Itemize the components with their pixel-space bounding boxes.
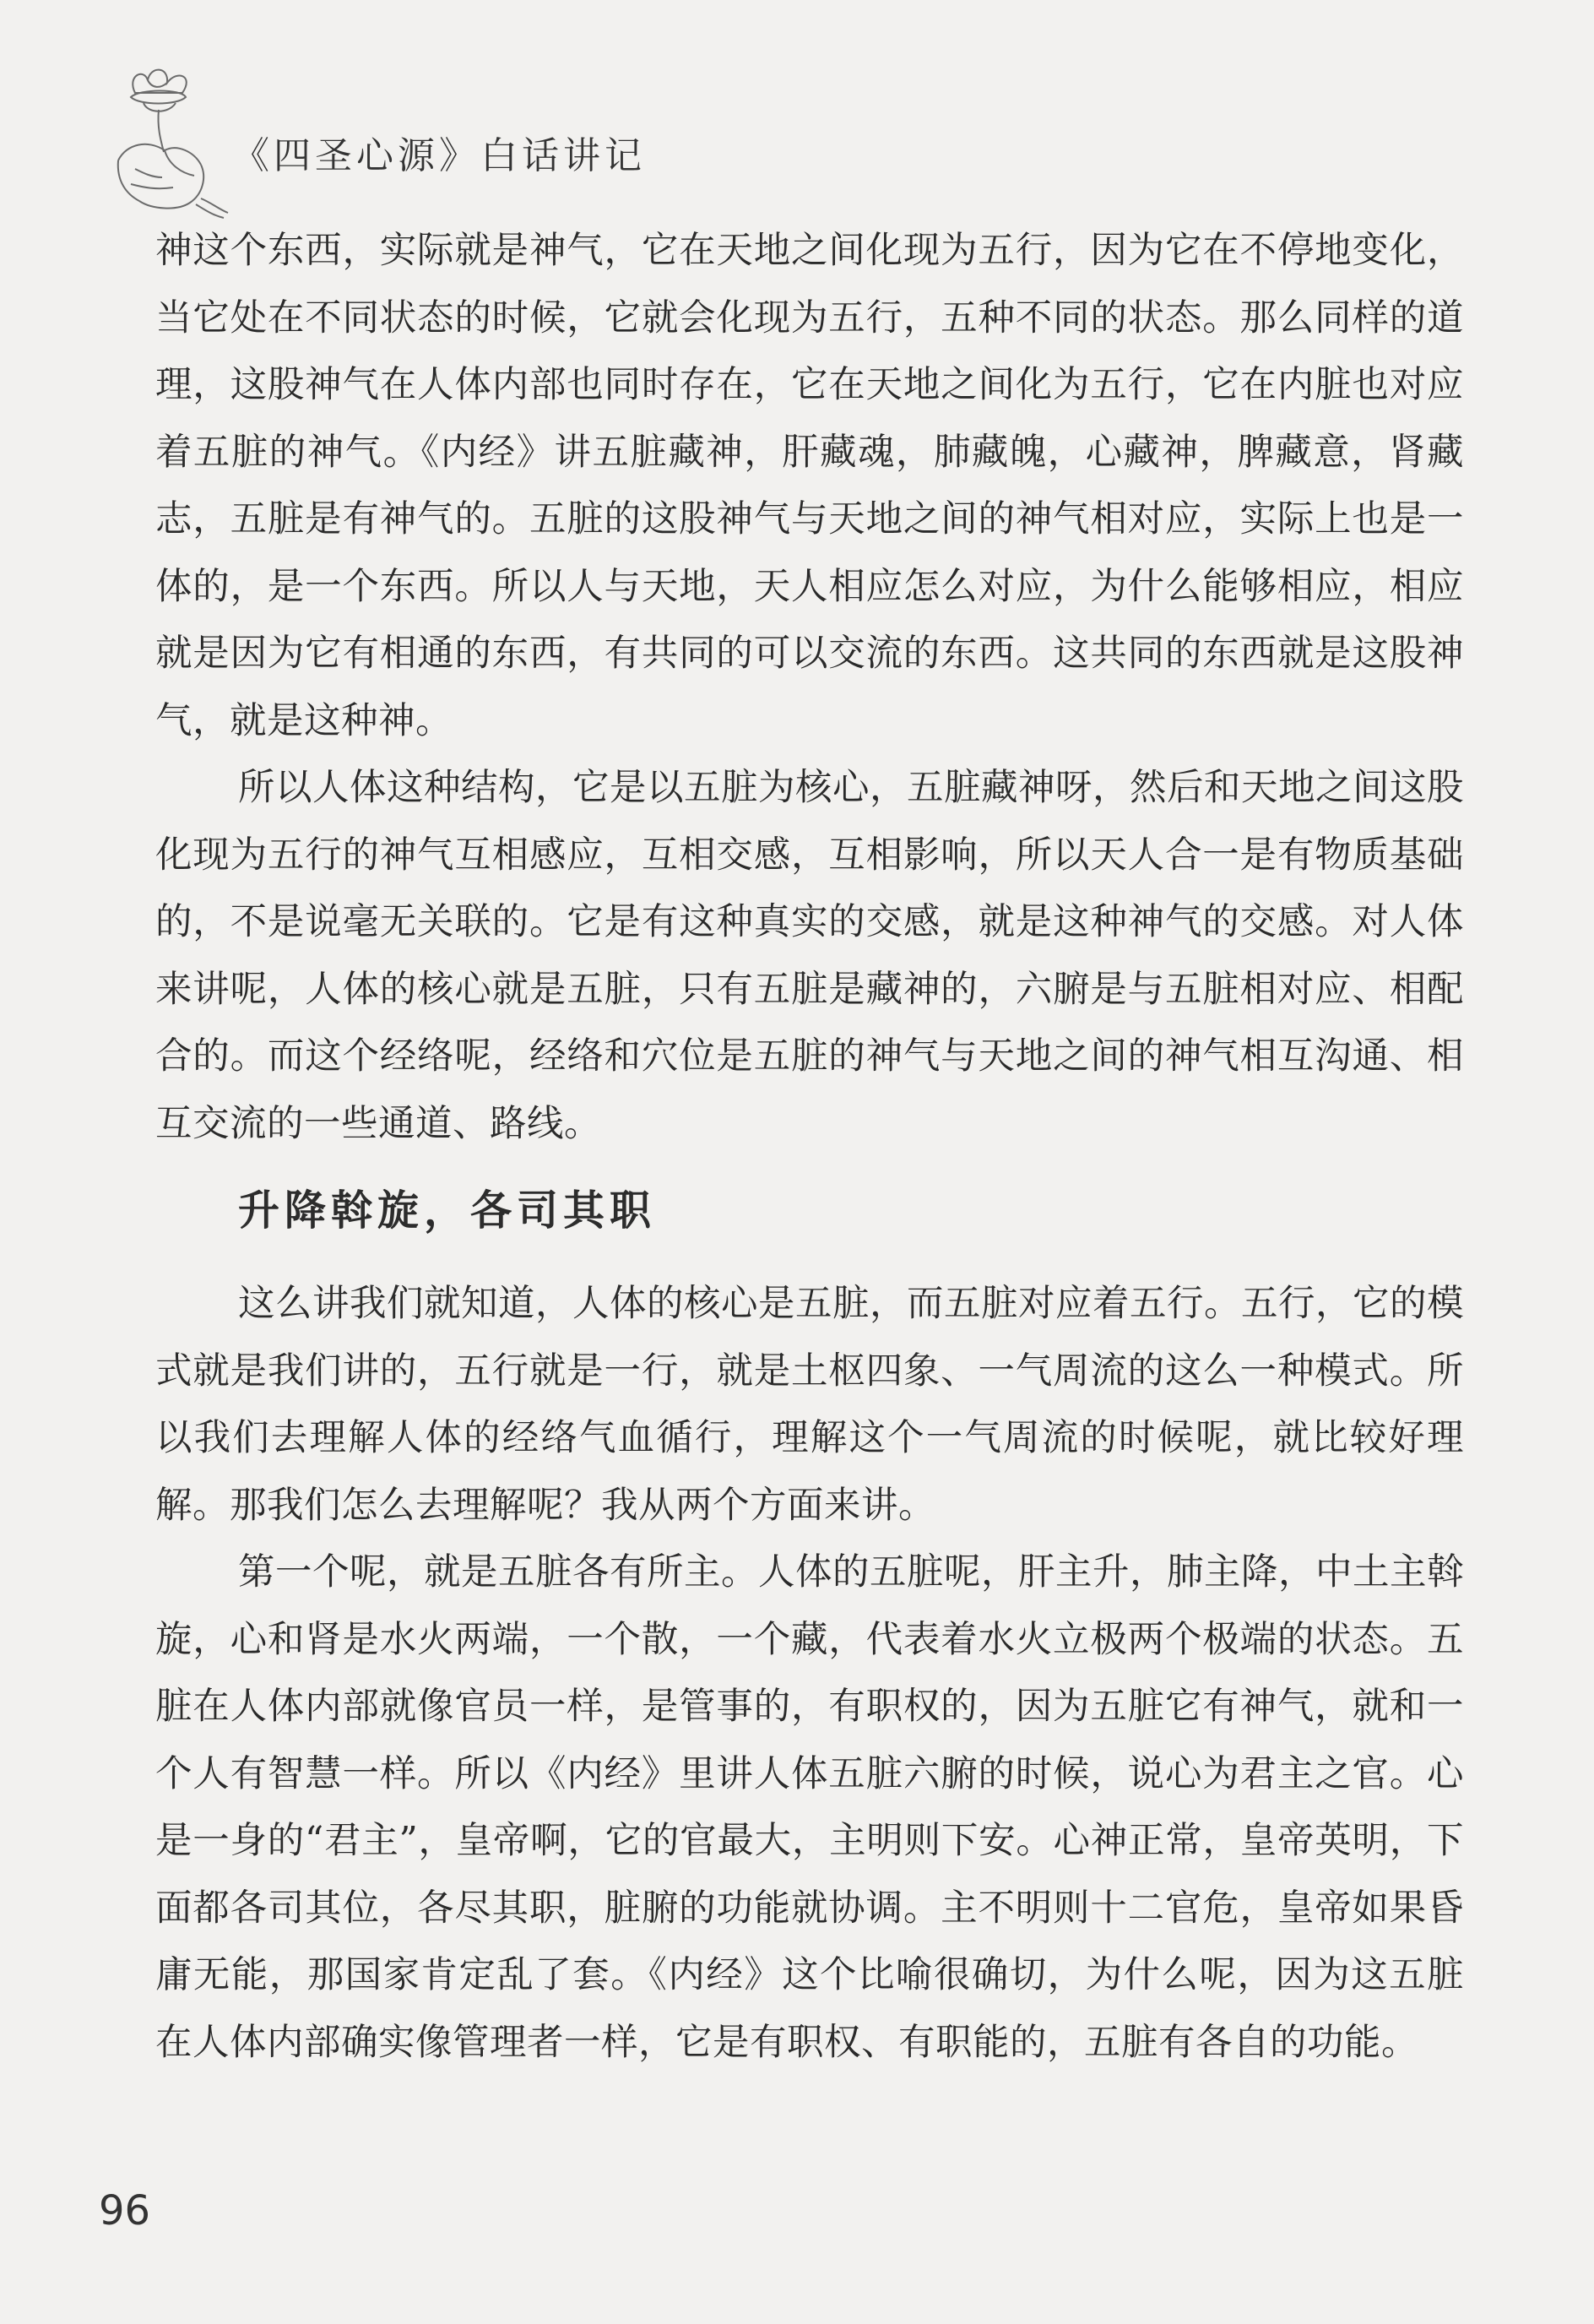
page-number: 96 — [99, 2187, 151, 2234]
page-body — [155, 218, 1464, 2077]
lotus-hand-icon — [101, 59, 236, 220]
paragraph-1: 神这个东西，实际就是神气，它在天地之间化现为五行，因为它在不停地变化，当它处在不同状态的时候，它就会化现为五行，五种不同的状态。那么同样的道理，这股神气在人体内部也同时存在，它在天地之间化为五行，它在内脏也对应着五脏的神气。《内经》讲五脏藏神，肝藏魂，肺藏魄，心藏神，脾藏意，肾藏志，五脏是有神气的。五脏的这股神气与天地之间的神气相对应，实际上也是一体的，是一个东西。所以人与天地，天人相应怎么对应，为什么能够相应，相应就是因为它有相通的东西，有共同的可以交流的东西。这共同的东西就是这股神气，就是这种神。 — [155, 230, 1464, 742]
book-title: 《四圣心源》白话讲记 — [232, 134, 646, 177]
paragraph-4: 第一个呢，就是五脏各有所主。人体的五脏呢，肝主升，肺主降，中土主斡旋，心和肾是水火两端，一个散，一个藏，代表着水火立极两个极端的状态。五脏在人体内部就像官员一样，是管事的，有职权的，因为五脏它有神气，就和一个人有智慧一样。所以《内经》里讲人体五脏六腑的时候，说心为君主之官。心是一身的“君主”，皇帝啊，它的官最大，主明则下安。心神正常，皇帝英明，下面都各司其位，各尽其职，脏腑的功能就协调。主不明则十二官危，皇帝如果昏庸无能，那国家肯定乱了套。《内经》这个比喻很确切，为什么呢，因为这五脏在人体内部确实像管理者一样，它是有职权、有职能的，五脏有各自的功能。 — [155, 1551, 1464, 2064]
page-header — [101, 51, 861, 220]
paragraph-2: 所以人体这种结构，它是以五脏为核心，五脏藏神呀，然后和天地之间这股化现为五行的神气互相感应，互相交感，互相影响，所以天人合一是有物质基础的，不是说毫无关联的。它是有这种真实的交感，就是这种神气的交感。对人体来讲呢，人体的核心就是五脏，只有五脏是藏神的，六腑是与五脏相对应、相配合的。而这个经络呢，经络和穴位是五脏的神气与天地之间的神气相互沟通、相互交流的一些通道、路线。 — [155, 767, 1464, 1145]
section-heading: 升降斡旋，各司其职 — [238, 1186, 657, 1235]
paragraph-3: 这么讲我们就知道，人体的核心是五脏，而五脏对应着五行。五行，它的模式就是我们讲的，五行就是一行，就是土枢四象、一气周流的这么一种模式。所以我们去理解人体的经络气血循行，理解这个一气周流的时候呢，就比较好理解。那我们怎么去理解呢？我从两个方面来讲。 — [155, 1283, 1464, 1527]
